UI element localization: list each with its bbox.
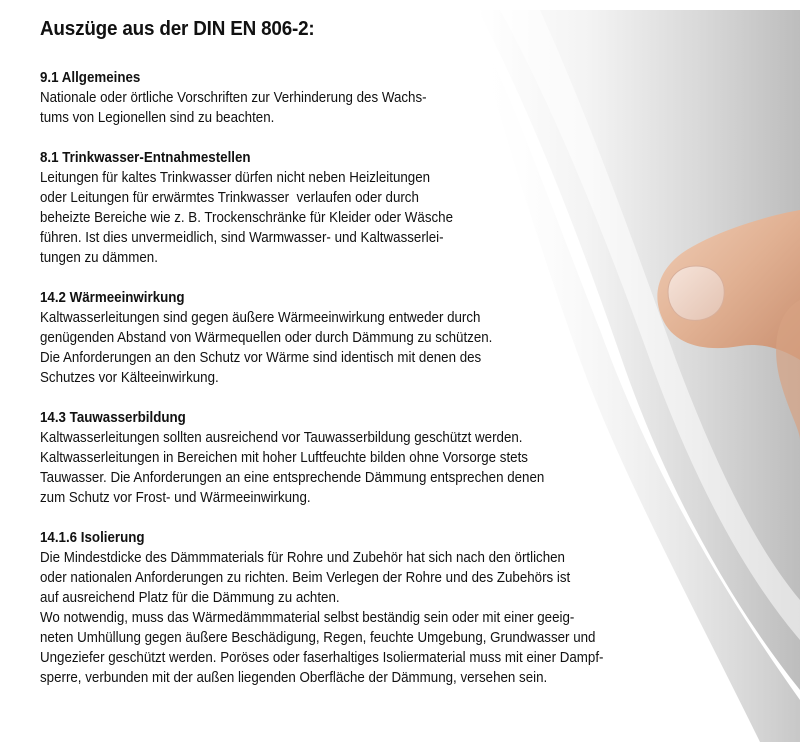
section-line: Die Mindestdicke des Dämmmaterials für Rohre und Zubehör hat sich nach den örtlichen [40,550,565,566]
section-line: Kaltwasserleitungen sind gegen äußere Wärmeeinwirkung entweder durch [40,310,481,326]
section-heading: 14.3 Tauwasserbildung [40,410,186,426]
section-line: Wo notwendig, muss das Wärmedämmmaterial selbst beständig sein oder mit einer geeig- [40,610,575,626]
section-line: Schutzes vor Kälteeinwirkung. [40,370,219,386]
section-line: Leitungen für kaltes Trinkwasser dürfen nicht neben Heizleitungen [40,170,431,186]
section-waermeeinwirkung [40,288,700,388]
section-line: tungen zu dämmen. [40,250,158,266]
section-line: sperre, verbunden mit der außen liegenden Oberfläche der Dämmung, versehen sein. [40,670,548,686]
document-title: Auszüge aus der DIN EN 806-2: [40,17,315,40]
section-line: beheizte Bereiche wie z. B. Trockenschränke für Kleider oder Wäsche [40,210,454,226]
section-line: Kaltwasserleitungen in Bereichen mit hoher Luftfeuchte bilden ohne Vorsorge stets [40,450,528,466]
section-tauwasserbildung [40,408,700,508]
section-isolierung [40,528,700,688]
section-line: auf ausreichend Platz für die Dämmung zu achten. [40,590,340,606]
section-line: oder nationalen Anforderungen zu richten. Beim Verlegen der Rohre und des Zubehörs ist [40,570,571,586]
section-line: tums von Legionellen sind zu beachten. [40,110,275,126]
section-heading: 14.1.6 Isolierung [40,530,145,546]
section-line: oder Leitungen für erwärmtes Trinkwasser verlaufen oder durch [40,190,419,206]
section-line: genügenden Abstand von Wärmequellen oder durch Dämmung zu schützen. [40,330,493,346]
section-line: Ungeziefer geschützt werden. Poröses oder faserhaltiges Isoliermaterial muss mit einer Dampf- [40,650,604,666]
document-content [40,16,700,708]
section-line: Die Anforderungen an den Schutz vor Wärme sind identisch mit denen des [40,350,482,366]
section-line: führen. Ist dies unvermeidlich, sind Warmwasser- und Kaltwasserlei- [40,230,444,246]
section-line: Tauwasser. Die Anforderungen an eine entsprechende Dämmung entsprechen denen [40,470,545,486]
section-allgemeines [40,68,700,128]
section-line: neten Umhüllung gegen äußere Beschädigung, Regen, feuchte Umgebung, Grundwasser und [40,630,596,646]
section-heading: 9.1 Allgemeines [40,70,141,86]
section-heading: 8.1 Trinkwasser-Entnahmestellen [40,150,251,166]
section-line: zum Schutz vor Frost- und Wärmeeinwirkung. [40,490,311,506]
section-line: Nationale oder örtliche Vorschriften zur Verhinderung des Wachs- [40,90,427,106]
section-heading: 14.2 Wärmeeinwirkung [40,290,185,306]
section-line: Kaltwasserleitungen sollten ausreichend vor Tauwasserbildung geschützt werden. [40,430,523,446]
section-trinkwasser-entnahmestellen [40,148,700,268]
